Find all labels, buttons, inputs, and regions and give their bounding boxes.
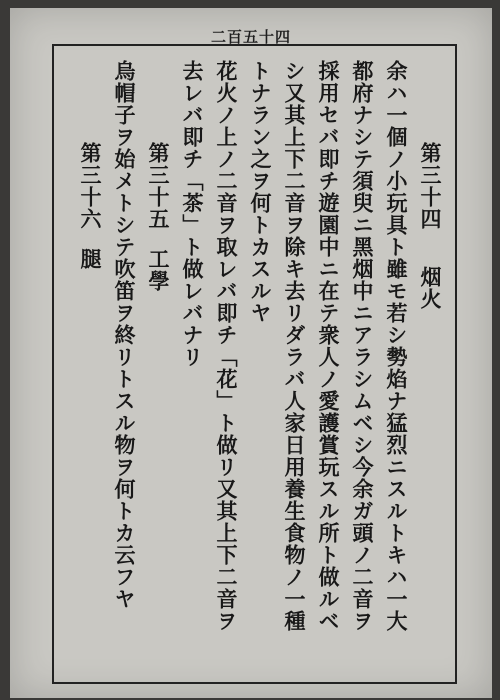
text-column-2: 都府ナシテ須臾ニ黑烟中ニアラシムベシ今余ガ頭ノ二音ヲ [350,60,375,632]
text-columns [60,60,449,668]
text-column-5: トナラン之ヲ何トカスルヤ [248,60,273,324]
heading-36-number: 第三十六 [78,142,103,230]
text-column-3: 採用セバ即チ遊園中ニ在テ衆人ノ愛護賞玩スル所ト做ルベ [316,60,341,632]
page-number: 二百五十四 [210,28,292,46]
text-column-4: シ又其上下二音ヲ除キ去リダラバ人家日用養生食物ノ一種 [282,60,307,632]
heading-34-title: 烟火 [418,266,443,310]
heading-34 [417,60,443,684]
heading-36 [77,60,103,684]
text-column-7: 去レバ即チ「茶」ト做レバナリ [180,60,205,368]
heading-35-title: 工學 [146,248,171,292]
heading-35 [145,60,171,684]
text-column-1: 余ハ一個ノ小玩具ト雖モ若シ勢焰ナ猛烈ニスルトキハ一大 [384,60,409,632]
heading-34-number: 第三十四 [418,142,443,230]
heading-35-number: 第三十五 [146,142,171,230]
heading-36-title: 腿 [78,248,103,270]
text-column-6: 花火ノ上ノ二音ヲ取レバ即チ「花」ト做リ又其上下二音ヲ [214,60,239,632]
text-frame [52,44,457,684]
book-page [10,8,492,698]
text-column-8: 烏帽子ヲ始メトシテ吹笛ヲ終リトスル物ヲ何トカ云フヤ [112,60,137,610]
